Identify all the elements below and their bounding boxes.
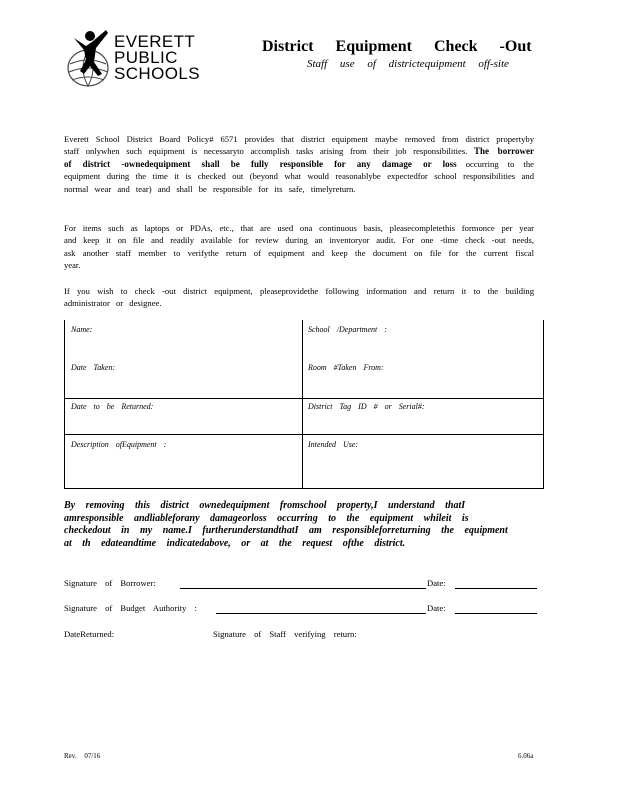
logo-line-3: SCHOOLS <box>114 64 200 83</box>
budget-authority-date-line[interactable] <box>455 613 537 614</box>
borrower-date-line[interactable] <box>455 588 537 589</box>
date-returned-field[interactable]: Date to be Returned: <box>71 402 154 411</box>
grid-divider-2 <box>65 434 543 435</box>
policy-paragraph <box>64 133 534 195</box>
policy-bold-text: The borrower of district -ownedequipment shall be fully responsible for any damage or loss <box>64 146 535 169</box>
form-title: District Equipment Check -Out <box>262 38 532 55</box>
policy-text-2: occurring to the equipment during the time it is checked out (beyond what would reasonablybe expectedfor school responsibilities and normal wear and tear) and shall be responsible for its safe, timelyreturn. <box>64 158 534 194</box>
responsibility-statement: By removing this district ownedequipment fromschool property,I understand thatI amresponsible andliableforany damageorloss occurring to the equipment whileit is checkedout in my name.I furtherunderstandthatI am responsibleforreturning the equipment at th edateandtime indicatedabove, or at the request ofthe district. <box>64 500 508 549</box>
school-department-field[interactable]: School /Department : <box>308 325 387 334</box>
equipment-form-grid <box>64 320 544 489</box>
instructions-paragraph: If you wish to check -out district equipment, pleaseprovidethe following information and return it to the building administrator or designee. <box>64 286 534 309</box>
form-subtitle: Staff use of districtequipment off-site <box>307 58 509 70</box>
room-taken-from-field[interactable]: Room #Taken From: <box>308 363 384 372</box>
name-field[interactable]: Name: <box>71 325 93 334</box>
grid-divider-vertical <box>302 320 303 488</box>
budget-authority-date-label: Date: <box>427 603 446 613</box>
borrower-signature-line[interactable] <box>180 588 426 589</box>
description-field[interactable]: Description ofEquipment : <box>71 440 167 449</box>
date-returned-label: DateReturned: <box>64 629 115 639</box>
form-number: 6.06a <box>518 752 534 760</box>
policy-text-1: Everett School District Board Policy# 6571 provides that district equipment maybe removed from district propertyby staff onlywhen such equipment is necessaryto accomplish tasks arising from their job responsibilities. <box>64 134 534 157</box>
intended-use-field[interactable]: Intended Use: <box>308 440 359 449</box>
logo-line-2: PUBLIC <box>114 48 178 67</box>
district-logo <box>66 28 206 92</box>
date-taken-field[interactable]: Date Taken: <box>71 363 116 372</box>
revision-date: Rev. 07/16 <box>64 752 101 760</box>
budget-authority-signature-label: Signature of Budget Authority : <box>64 603 197 613</box>
logo-figure-icon <box>66 28 116 92</box>
grid-divider-1 <box>65 398 543 399</box>
borrower-signature-label: Signature of Borrower: <box>64 578 156 588</box>
borrower-date-label: Date: <box>427 578 446 588</box>
district-tag-field[interactable]: District Tag ID # or Serial#: <box>308 402 425 411</box>
logo-line-1: EVERETT <box>114 32 196 51</box>
items-paragraph: For items such as laptops or PDAs, etc., that are used ona continuous basis, pleasecompletethis formonce per year and keep it on file and readily available for review during an inventoryor audit. For one -time check -out needs, ask another staff member to verifythe return of equipment and keep the document on file for the current fiscal year. <box>64 223 534 271</box>
staff-verifying-label: Signature of Staff verifying return: <box>213 629 357 639</box>
budget-authority-signature-line[interactable] <box>216 613 426 614</box>
